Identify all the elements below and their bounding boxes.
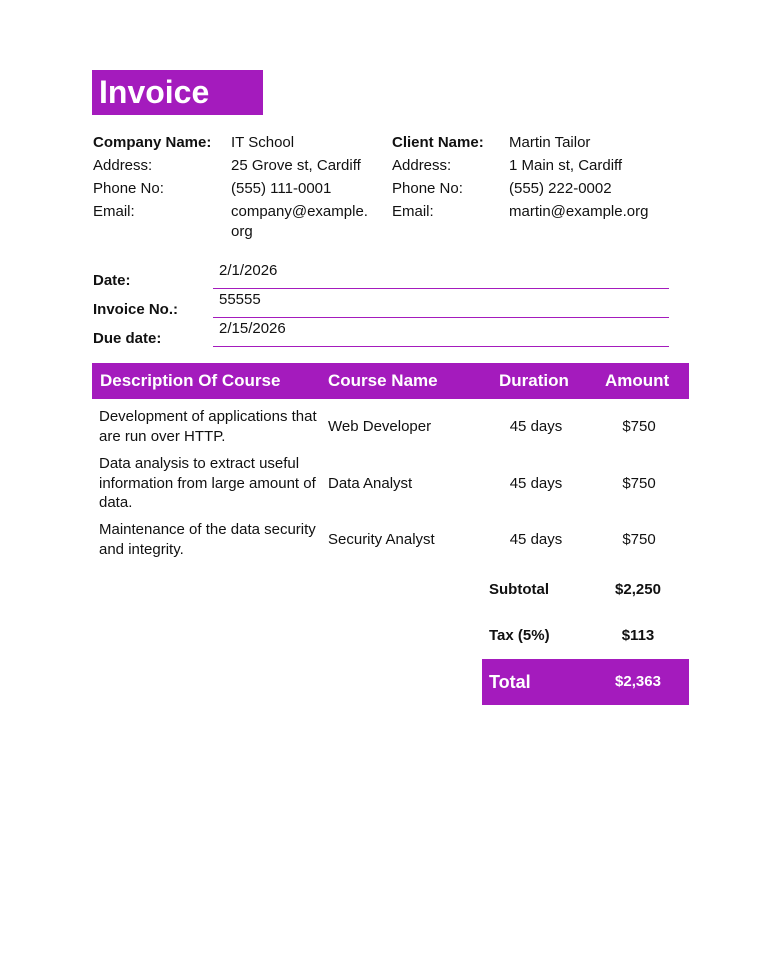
invoice-number-value: 55555 xyxy=(219,291,261,308)
company-email-line1: company@example. xyxy=(231,203,368,220)
tax-label: Tax (5%) xyxy=(489,627,550,644)
subtotal-value: $2,250 xyxy=(615,581,661,598)
client-email: martin@example.org xyxy=(509,203,649,220)
invoice-title: Invoice xyxy=(92,70,263,115)
client-email-label: Email: xyxy=(392,203,434,220)
invoice-number-row xyxy=(93,289,669,318)
row-duration: 45 days xyxy=(509,418,563,435)
total-label: Total xyxy=(489,672,531,692)
due-date-label: Due date: xyxy=(93,330,162,347)
row-course-name: Security Analyst xyxy=(328,531,435,548)
table-row xyxy=(92,454,689,514)
row-course-name: Data Analyst xyxy=(328,475,413,492)
due-date-underline xyxy=(213,346,669,347)
tax-value: $113 xyxy=(621,627,655,644)
total-value: $2,363 xyxy=(615,673,661,690)
date-value: 2/1/2026 xyxy=(219,262,278,279)
row-description: Development of applications that are run over HTTP. xyxy=(99,408,317,445)
client-name: Martin Tailor xyxy=(509,134,591,151)
row-duration: 45 days xyxy=(509,475,563,492)
table-header xyxy=(92,363,689,399)
date-label: Date: xyxy=(93,272,131,289)
client-info xyxy=(392,131,682,226)
client-name-label: Client Name: xyxy=(392,134,484,151)
date-row xyxy=(93,260,669,289)
client-address-label: Address: xyxy=(392,157,452,174)
client-address: 1 Main st, Cardiff xyxy=(509,157,623,174)
header-description: Description Of Course xyxy=(100,371,281,390)
row-description: Data analysis to extract useful information from large amount of data. xyxy=(99,455,316,511)
total-row xyxy=(482,659,689,705)
company-info xyxy=(93,131,383,246)
row-duration: 45 days xyxy=(509,531,563,548)
due-date-value: 2/15/2026 xyxy=(219,320,286,337)
company-phone-label: Phone No: xyxy=(93,180,164,197)
company-email-line2: org xyxy=(231,223,253,240)
row-course-name: Web Developer xyxy=(328,418,432,435)
company-phone: (555) 111-0001 xyxy=(231,180,332,197)
header-course-name: Course Name xyxy=(328,371,438,390)
company-address: 25 Grove st, Cardiff xyxy=(231,157,361,174)
row-description: Maintenance of the data security and integrity. xyxy=(99,521,316,558)
company-name: IT School xyxy=(231,134,295,151)
table-row xyxy=(92,520,689,560)
row-amount: $750 xyxy=(622,418,656,435)
client-phone-label: Phone No: xyxy=(392,180,463,197)
header-duration: Duration xyxy=(499,371,569,390)
row-amount: $750 xyxy=(622,475,656,492)
header-amount: Amount xyxy=(605,371,670,390)
due-date-row xyxy=(93,318,669,347)
company-address-label: Address: xyxy=(93,157,153,174)
client-phone: (555) 222-0002 xyxy=(509,180,612,197)
row-amount: $750 xyxy=(622,531,656,548)
subtotal-label: Subtotal xyxy=(489,581,549,598)
invoice-number-label: Invoice No.: xyxy=(93,301,179,318)
table-row xyxy=(92,407,689,447)
company-name-label: Company Name: xyxy=(93,134,212,151)
company-email-label: Email: xyxy=(93,203,135,220)
